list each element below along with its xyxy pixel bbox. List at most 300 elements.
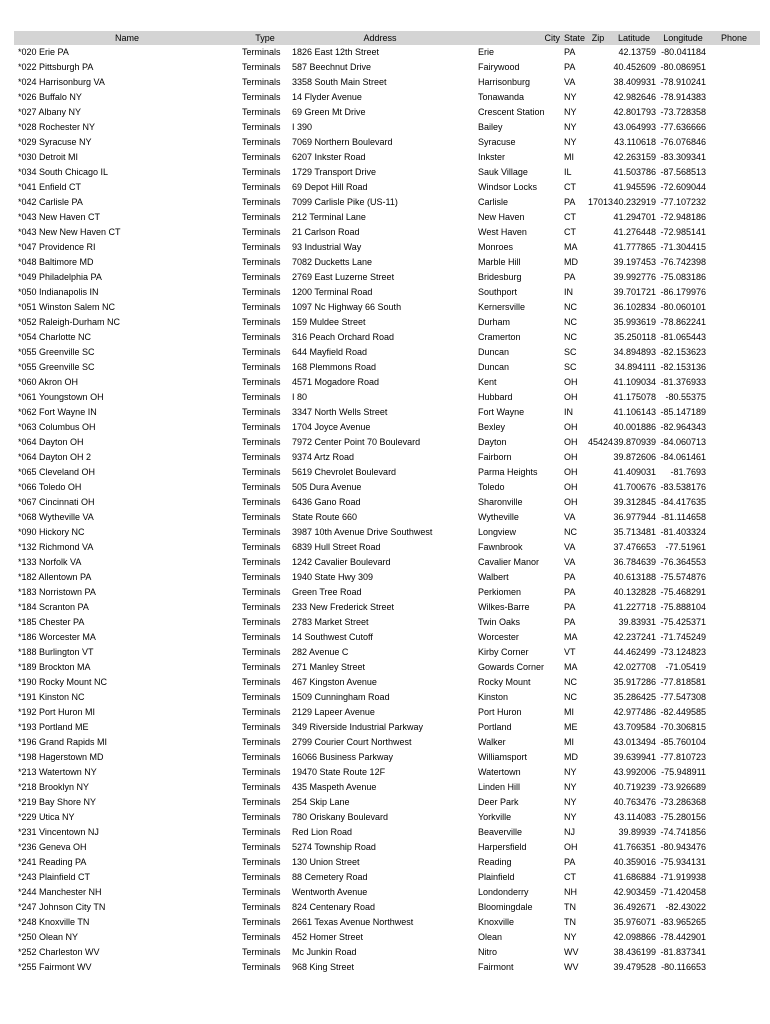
table-row — [14, 270, 760, 285]
cell-address: 282 Avenue C — [292, 647, 349, 657]
cell-longitude: -81.7693 — [670, 467, 706, 477]
cell-zip — [586, 210, 610, 225]
cell-address: 3358 South Main Street — [292, 77, 387, 87]
header-zip: Zip — [586, 31, 610, 45]
cell-name: *048 Baltimore MD — [18, 257, 94, 267]
cell-name: *068 Wytheville VA — [18, 512, 94, 522]
cell-latitude: 42.237241 — [613, 632, 656, 642]
cell-type: Terminals — [242, 617, 281, 627]
cell-longitude: -86.179976 — [660, 287, 706, 297]
cell-phone — [708, 600, 760, 615]
cell-city: Durham — [478, 317, 511, 327]
cell-address: 88 Cemetery Road — [292, 872, 368, 882]
cell-name: *252 Charleston WV — [18, 947, 100, 957]
cell-address: 1097 Nc Highway 66 South — [292, 302, 402, 312]
cell-state: IL — [564, 167, 572, 177]
cell-longitude: -75.425371 — [660, 617, 706, 627]
table-row — [14, 735, 760, 750]
cell-type: Terminals — [242, 677, 281, 687]
cell-state: PA — [564, 617, 576, 627]
cell-address: 233 New Frederick Street — [292, 602, 395, 612]
cell-latitude: 40.613188 — [613, 572, 656, 582]
cell-state: CT — [564, 227, 576, 237]
table-row — [14, 135, 760, 150]
cell-phone — [708, 465, 760, 480]
cell-city: Plainfield — [478, 872, 515, 882]
cell-address: 6839 Hull Street Road — [292, 542, 381, 552]
cell-type: Terminals — [242, 122, 281, 132]
cell-phone — [708, 780, 760, 795]
cell-longitude: -75.888104 — [660, 602, 706, 612]
table-row — [14, 765, 760, 780]
cell-zip — [586, 585, 610, 600]
cell-state: MA — [564, 662, 578, 672]
cell-type: Terminals — [242, 287, 281, 297]
header-city: City — [470, 31, 562, 45]
cell-address: State Route 660 — [292, 512, 358, 522]
cell-state: MI — [564, 707, 574, 717]
cell-longitude: -72.609044 — [660, 182, 706, 192]
header-address: Address — [290, 31, 470, 45]
cell-latitude: 34.894893 — [613, 347, 656, 357]
cell-phone — [708, 645, 760, 660]
cell-city: Tonawanda — [478, 92, 525, 102]
cell-address: 1704 Joyce Avenue — [292, 422, 371, 432]
cell-state: OH — [564, 437, 578, 447]
cell-city: Syracuse — [478, 137, 516, 147]
cell-type: Terminals — [242, 47, 281, 57]
cell-address: 69 Green Mt Drive — [292, 107, 366, 117]
cell-type: Terminals — [242, 257, 281, 267]
table-row — [14, 315, 760, 330]
cell-latitude: 41.766351 — [613, 842, 656, 852]
cell-zip — [586, 615, 610, 630]
cell-phone — [708, 570, 760, 585]
cell-longitude: -71.05419 — [665, 662, 706, 672]
cell-zip — [586, 885, 610, 900]
cell-state: PA — [564, 572, 576, 582]
cell-city: Longview — [478, 527, 517, 537]
cell-latitude: 40.763476 — [613, 797, 656, 807]
cell-type: Terminals — [242, 707, 281, 717]
cell-phone — [708, 90, 760, 105]
cell-state: OH — [564, 422, 578, 432]
cell-phone — [708, 525, 760, 540]
cell-address: 1509 Cunningham Road — [292, 692, 390, 702]
cell-zip — [586, 555, 610, 570]
cell-city: Knoxville — [478, 917, 515, 927]
cell-address: 5619 Chevrolet Boulevard — [292, 467, 397, 477]
cell-state: PA — [564, 197, 576, 207]
table-row — [14, 825, 760, 840]
cell-city: Rocky Mount — [478, 677, 531, 687]
cell-name: *061 Youngstown OH — [18, 392, 104, 402]
cell-type: Terminals — [242, 647, 281, 657]
cell-latitude: 39.870939 — [613, 437, 656, 447]
cell-city: Wilkes-Barre — [478, 602, 530, 612]
cell-name: *186 Worcester MA — [18, 632, 96, 642]
cell-latitude: 43.013494 — [613, 737, 656, 747]
cell-latitude: 39.701721 — [613, 287, 656, 297]
table-row — [14, 405, 760, 420]
cell-name: *020 Erie PA — [18, 47, 69, 57]
cell-latitude: 43.064993 — [613, 122, 656, 132]
cell-type: Terminals — [242, 332, 281, 342]
cell-phone — [708, 180, 760, 195]
cell-phone — [708, 330, 760, 345]
cell-state: OH — [564, 452, 578, 462]
cell-zip — [586, 705, 610, 720]
cell-state: SC — [564, 347, 577, 357]
cell-longitude: -73.286368 — [660, 797, 706, 807]
cell-state: PA — [564, 857, 576, 867]
table-row — [14, 585, 760, 600]
cell-phone — [708, 795, 760, 810]
cell-type: Terminals — [242, 662, 281, 672]
cell-longitude: -84.417635 — [660, 497, 706, 507]
cell-type: Terminals — [242, 152, 281, 162]
cell-city: Monroes — [478, 242, 514, 252]
cell-state: PA — [564, 62, 576, 72]
cell-address: 6207 Inkster Road — [292, 152, 366, 162]
cell-state: NY — [564, 122, 577, 132]
cell-type: Terminals — [242, 512, 281, 522]
cell-phone — [708, 225, 760, 240]
cell-phone — [708, 840, 760, 855]
cell-type: Terminals — [242, 362, 281, 372]
cell-zip — [586, 945, 610, 960]
cell-phone — [708, 585, 760, 600]
cell-state: NC — [564, 527, 577, 537]
table-row — [14, 390, 760, 405]
cell-zip — [586, 660, 610, 675]
cell-longitude: -82.964343 — [660, 422, 706, 432]
cell-name: *026 Buffalo NY — [18, 92, 82, 102]
cell-latitude: 43.110618 — [614, 137, 656, 147]
cell-state: ME — [564, 722, 578, 732]
cell-longitude: -85.147189 — [660, 407, 706, 417]
cell-address: 7972 Center Point 70 Boulevard — [292, 437, 421, 447]
cell-name: *236 Geneva OH — [18, 842, 87, 852]
cell-name: *034 South Chicago IL — [18, 167, 109, 177]
cell-state: MA — [564, 242, 578, 252]
cell-phone — [708, 375, 760, 390]
cell-address: 14 Southwest Cutoff — [292, 632, 373, 642]
cell-city: Harpersfield — [478, 842, 527, 852]
cell-state: WV — [564, 947, 579, 957]
table-row — [14, 450, 760, 465]
cell-city: Fairywood — [478, 62, 520, 72]
cell-latitude: 41.109034 — [613, 377, 656, 387]
cell-zip — [586, 600, 610, 615]
cell-zip — [586, 75, 610, 90]
table-row — [14, 420, 760, 435]
cell-zip — [586, 255, 610, 270]
cell-longitude: -81.837341 — [660, 947, 706, 957]
cell-phone — [708, 555, 760, 570]
cell-longitude: -81.065443 — [660, 332, 706, 342]
cell-phone — [708, 270, 760, 285]
cell-longitude: -75.948911 — [661, 767, 706, 777]
cell-zip — [586, 870, 610, 885]
cell-address: 505 Dura Avenue — [292, 482, 362, 492]
cell-name: *185 Chester PA — [18, 617, 85, 627]
cell-name: *027 Albany NY — [18, 107, 82, 117]
cell-type: Terminals — [242, 302, 281, 312]
cell-phone — [708, 675, 760, 690]
cell-name: *190 Rocky Mount NC — [18, 677, 108, 687]
cell-city: Deer Park — [478, 797, 519, 807]
cell-address: 130 Union Street — [292, 857, 360, 867]
cell-zip — [586, 405, 610, 420]
table-row — [14, 285, 760, 300]
cell-type: Terminals — [242, 947, 281, 957]
cell-zip — [586, 225, 610, 240]
cell-latitude: 40.132828 — [613, 587, 656, 597]
cell-state: CT — [564, 872, 576, 882]
cell-longitude: -84.060713 — [660, 437, 706, 447]
cell-name: *250 Olean NY — [18, 932, 79, 942]
cell-address: 168 Plemmons Road — [292, 362, 377, 372]
cell-zip — [586, 180, 610, 195]
cell-longitude: -80.943476 — [660, 842, 706, 852]
cell-type: Terminals — [242, 722, 281, 732]
cell-city: Dayton — [478, 437, 507, 447]
cell-type: Terminals — [242, 917, 281, 927]
cell-longitude: -75.280156 — [660, 812, 706, 822]
cell-state: NH — [564, 887, 577, 897]
cell-name: *066 Toledo OH — [18, 482, 82, 492]
cell-longitude: -70.306815 — [660, 722, 706, 732]
table-row — [14, 705, 760, 720]
cell-latitude: 44.462499 — [613, 647, 656, 657]
cell-address: 2769 East Luzerne Street — [292, 272, 395, 282]
table-row — [14, 675, 760, 690]
cell-address: 824 Centenary Road — [292, 902, 376, 912]
table-row — [14, 435, 760, 450]
cell-state: CT — [564, 212, 576, 222]
table-row — [14, 615, 760, 630]
cell-latitude: 41.945596 — [613, 182, 656, 192]
cell-zip — [586, 360, 610, 375]
cell-city: Fairborn — [478, 452, 512, 462]
cell-type: Terminals — [242, 242, 281, 252]
table-row — [14, 330, 760, 345]
cell-address: 69 Depot Hill Road — [292, 182, 368, 192]
cell-zip — [586, 420, 610, 435]
cell-phone — [708, 960, 760, 975]
cell-address: 467 Kingston Avenue — [292, 677, 377, 687]
cell-name: *050 Indianapolis IN — [18, 287, 99, 297]
cell-longitude: -72.985141 — [660, 227, 706, 237]
cell-type: Terminals — [242, 137, 281, 147]
cell-longitude: -82.43022 — [665, 902, 706, 912]
cell-longitude: -73.728358 — [660, 107, 706, 117]
cell-state: NY — [564, 932, 577, 942]
cell-name: *055 Greenville SC — [18, 362, 95, 372]
cell-address: 2799 Courier Court Northwest — [292, 737, 412, 747]
cell-phone — [708, 240, 760, 255]
cell-phone — [708, 420, 760, 435]
cell-phone — [708, 135, 760, 150]
cell-type: Terminals — [242, 182, 281, 192]
cell-longitude: -80.060101 — [660, 302, 706, 312]
cell-zip — [586, 165, 610, 180]
cell-longitude: -77.51961 — [665, 542, 706, 552]
cell-phone — [708, 660, 760, 675]
cell-name: *255 Fairmont WV — [18, 962, 92, 972]
cell-type: Terminals — [242, 527, 281, 537]
cell-longitude: -77.818581 — [660, 677, 706, 687]
cell-type: Terminals — [242, 692, 281, 702]
table-row — [14, 105, 760, 120]
cell-state: WV — [564, 962, 579, 972]
cell-latitude: 42.027708 — [613, 662, 656, 672]
cell-city: Kent — [478, 377, 497, 387]
cell-city: Nitro — [478, 947, 498, 957]
cell-address: 968 King Street — [292, 962, 355, 972]
cell-name: *054 Charlotte NC — [18, 332, 92, 342]
table-row — [14, 540, 760, 555]
cell-zip — [586, 525, 610, 540]
cell-address: 93 Industrial Way — [292, 242, 362, 252]
cell-phone — [708, 885, 760, 900]
cell-state: NY — [564, 107, 577, 117]
table-row — [14, 945, 760, 960]
cell-type: Terminals — [242, 62, 281, 72]
cell-latitude: 35.993619 — [613, 317, 656, 327]
cell-latitude: 42.977486 — [613, 707, 656, 717]
cell-city: Fairmont — [478, 962, 514, 972]
cell-state: OH — [564, 842, 578, 852]
cell-type: Terminals — [242, 452, 281, 462]
header-longitude: Longitude — [658, 31, 708, 45]
table-row — [14, 885, 760, 900]
cell-phone — [708, 435, 760, 450]
cell-longitude: -83.309341 — [660, 152, 706, 162]
cell-state: MD — [564, 752, 578, 762]
cell-city: Cavalier Manor — [478, 557, 540, 567]
cell-zip — [586, 315, 610, 330]
cell-city: Kinston — [478, 692, 509, 702]
cell-state: NY — [564, 767, 577, 777]
cell-name: *184 Scranton PA — [18, 602, 89, 612]
cell-zip — [586, 90, 610, 105]
cell-phone — [708, 615, 760, 630]
table-row — [14, 300, 760, 315]
cell-zip — [586, 330, 610, 345]
cell-phone — [708, 825, 760, 840]
cell-latitude: 35.713481 — [613, 527, 656, 537]
cell-name: *198 Hagerstown MD — [18, 752, 104, 762]
cell-name: *063 Columbus OH — [18, 422, 96, 432]
cell-phone — [708, 150, 760, 165]
cell-latitude: 42.263159 — [613, 152, 656, 162]
cell-latitude: 40.001886 — [613, 422, 656, 432]
cell-latitude: 39.872606 — [613, 452, 656, 462]
cell-address: 2661 Texas Avenue Northwest — [292, 917, 414, 927]
cell-zip — [586, 390, 610, 405]
cell-address: 3347 North Wells Street — [292, 407, 388, 417]
cell-name: *090 Hickory NC — [18, 527, 85, 537]
table-row — [14, 960, 760, 975]
cell-address: 21 Carlson Road — [292, 227, 360, 237]
cell-phone — [708, 300, 760, 315]
cell-city: Sauk Village — [478, 167, 528, 177]
cell-state: VA — [564, 557, 576, 567]
table-row — [14, 45, 760, 60]
cell-longitude: -71.919938 — [660, 872, 706, 882]
cell-zip — [586, 60, 610, 75]
cell-type: Terminals — [242, 827, 281, 837]
cell-type: Terminals — [242, 272, 281, 282]
cell-city: Linden Hill — [478, 782, 521, 792]
cell-city: Olean — [478, 932, 503, 942]
cell-state: PA — [564, 602, 576, 612]
cell-state: PA — [564, 587, 576, 597]
cell-longitude: -80.55375 — [665, 392, 706, 402]
cell-zip — [586, 495, 610, 510]
cell-longitude: -81.376933 — [660, 377, 706, 387]
cell-latitude: 35.976071 — [613, 917, 656, 927]
cell-zip — [586, 450, 610, 465]
cell-latitude: 42.801793 — [613, 107, 656, 117]
cell-type: Terminals — [242, 317, 281, 327]
table-row — [14, 240, 760, 255]
cell-zip: 45424 — [588, 437, 614, 447]
cell-state: NC — [564, 677, 577, 687]
cell-zip — [586, 135, 610, 150]
cell-name: *218 Brooklyn NY — [18, 782, 90, 792]
cell-address: 271 Manley Street — [292, 662, 366, 672]
terminals-table — [14, 31, 760, 975]
cell-state: IN — [564, 407, 573, 417]
cell-name: *248 Knoxville TN — [18, 917, 90, 927]
cell-city: Walbert — [478, 572, 509, 582]
cell-state: MD — [564, 257, 578, 267]
cell-latitude: 40.452609 — [613, 62, 656, 72]
cell-address: 7069 Northern Boulevard — [292, 137, 393, 147]
cell-city: Walker — [478, 737, 506, 747]
cell-type: Terminals — [242, 197, 281, 207]
cell-longitude: -77.547308 — [660, 692, 706, 702]
cell-latitude: 41.700676 — [613, 482, 656, 492]
cell-zip — [586, 960, 610, 975]
cell-name: *182 Allentown PA — [18, 572, 92, 582]
cell-zip — [586, 480, 610, 495]
cell-zip — [586, 825, 610, 840]
cell-type: Terminals — [242, 92, 281, 102]
cell-city: Beaverville — [478, 827, 523, 837]
table-row — [14, 630, 760, 645]
cell-longitude: -78.862241 — [660, 317, 706, 327]
cell-type: Terminals — [242, 872, 281, 882]
cell-address: Green Tree Road — [292, 587, 362, 597]
cell-address: 349 Riverside Industrial Parkway — [292, 722, 424, 732]
cell-state: NJ — [564, 827, 575, 837]
cell-latitude: 37.476653 — [613, 542, 656, 552]
cell-type: Terminals — [242, 212, 281, 222]
table-row — [14, 225, 760, 240]
cell-type: Terminals — [242, 797, 281, 807]
cell-name: *065 Cleveland OH — [18, 467, 96, 477]
cell-phone — [708, 810, 760, 825]
cell-type: Terminals — [242, 107, 281, 117]
cell-name: *052 Raleigh-Durham NC — [18, 317, 121, 327]
cell-name: *043 New Haven CT — [18, 212, 101, 222]
cell-name: *241 Reading PA — [18, 857, 87, 867]
cell-phone — [708, 285, 760, 300]
